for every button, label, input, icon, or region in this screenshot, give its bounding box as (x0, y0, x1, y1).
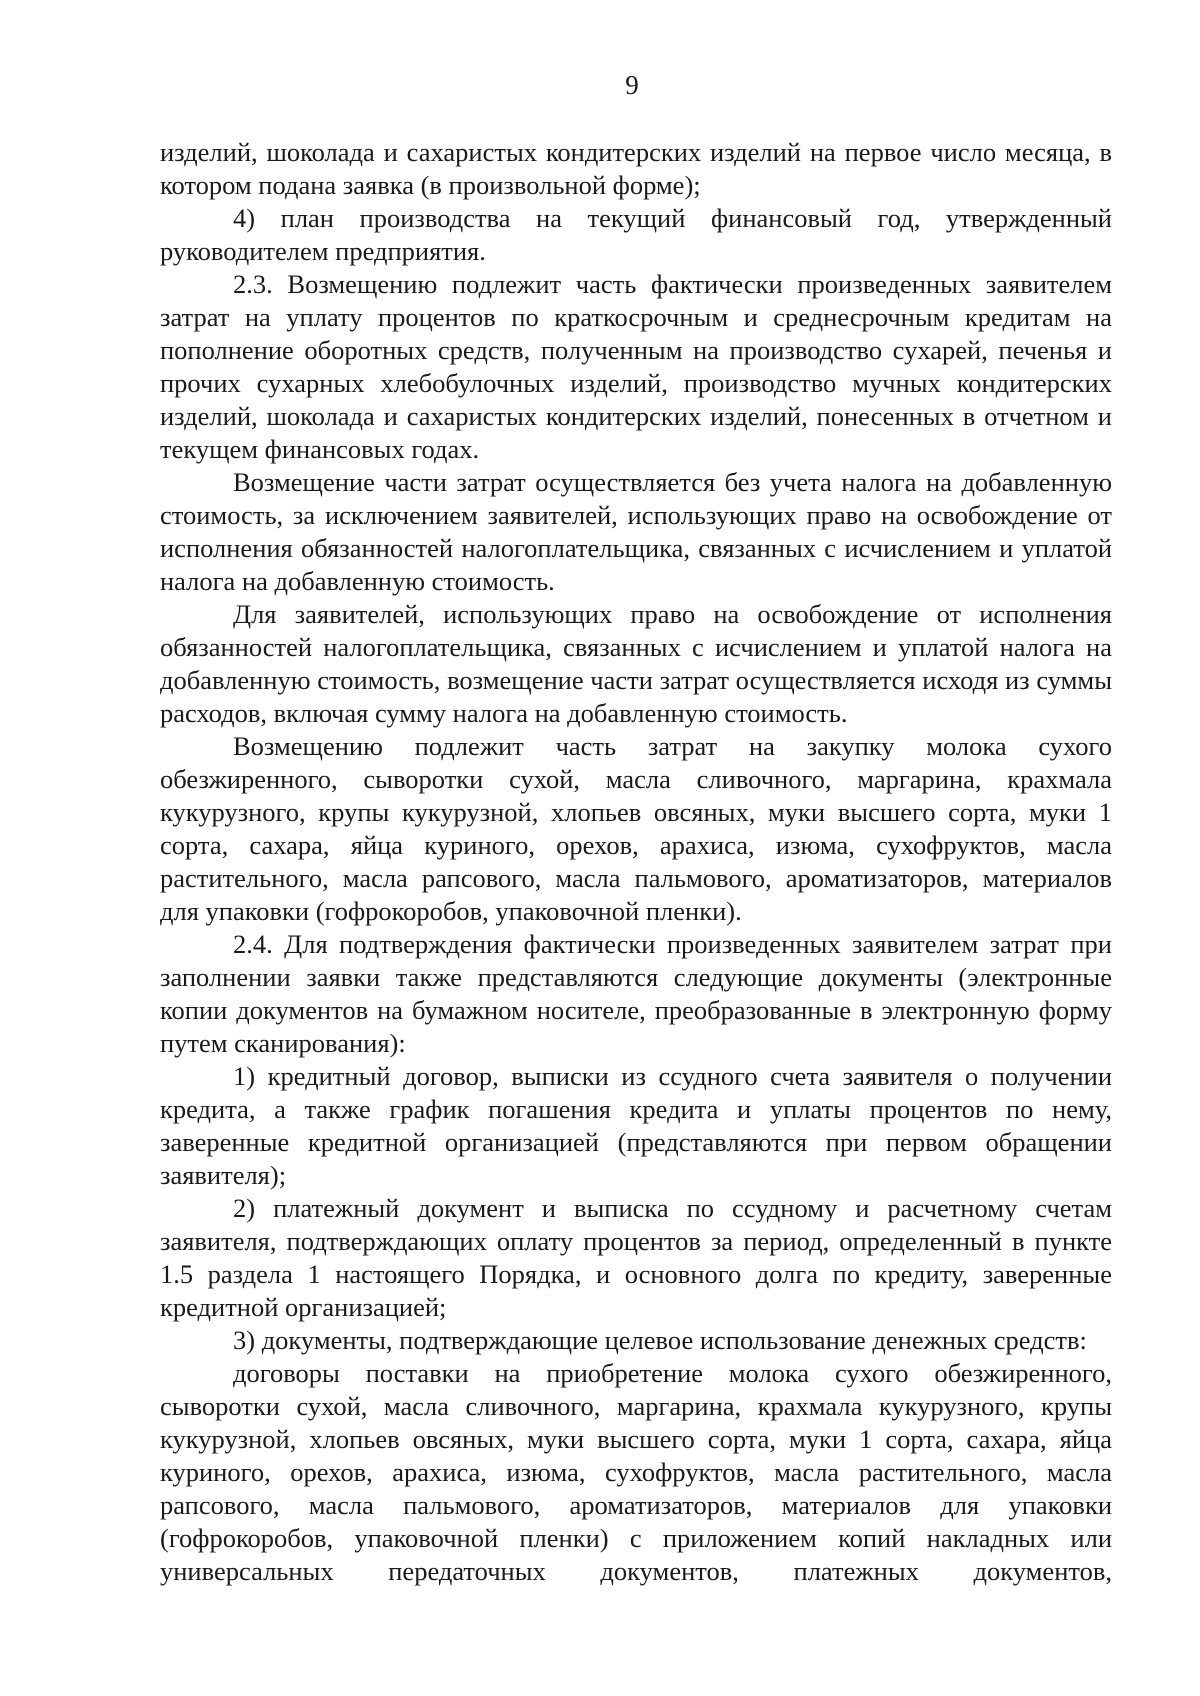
paragraph-item-3-target-use-documents: 3) документы, подтверждающие целевое использование денежных средств: (233, 1325, 1087, 1355)
paragraph-vat-exempt-applicants: Для заявителей, использующих право на освобождение от исполнения обязанностей налогоплательщика, связанных с исчислением и уплатой налога на добавленную стоимость, возмещение части затрат осуществляется исходя из суммы расходов, включая сумму налога на добавленную стоимость. (160, 599, 1112, 728)
paragraph-item-4-production-plan: 4) план производства на текущий финансовый год, утвержденный руководителем предприятия. (160, 203, 1112, 266)
page-number: 9 (625, 70, 639, 100)
document-body (160, 136, 1112, 1588)
paragraph-continuation: изделий, шоколада и сахаристых кондитерских изделий на первое число месяца, в котором подана заявка (в произвольной форме); (160, 137, 1112, 200)
paragraph-supply-contracts: договоры поставки на приобретение молока сухого обезжиренного, сыворотки сухой, масла сливочного, маргарина, крахмала кукурузного, крупы кукурузной, хлопьев овсяных, муки высшего сорта, муки 1 сорта, сахара, яйца куриного, орехов, арахиса, изюма, сухофруктов, масла растительного, масла рапсового, масла пальмового, ароматизаторов, материалов для упаковки (гофрокоробов, упаковочной пленки) с приложением копий накладных или универсальных передаточных документов, платежных документов, (160, 1358, 1112, 1586)
paragraph-vat-exclusion: Возмещение части затрат осуществляется без учета налога на добавленную стоимость, за исключением заявителей, использующих право на освобождение от исполнения обязанностей налогоплательщика, связанных с исчислением и уплатой налога на добавленную стоимость. (160, 467, 1112, 596)
paragraph-2-4: 2.4. Для подтверждения фактически произведенных заявителем затрат при заполнении заявки также представляются следующие документы (электронные копии документов на бумажном носителе, преобразованные в электронную форму путем сканирования): (160, 929, 1112, 1058)
paragraph-reimbursable-purchases: Возмещению подлежит часть затрат на закупку молока сухого обезжиренного, сыворотки сухой, масла сливочного, маргарина, крахмала кукурузного, крупы кукурузной, хлопьев овсяных, муки высшего сорта, муки 1 сорта, сахара, яйца куриного, орехов, арахиса, изюма, сухофруктов, масла растительного, масла рапсового, масла пальмового, ароматизаторов, материалов для упаковки (гофрокоробов, упаковочной пленки). (160, 731, 1112, 926)
paragraph-item-2-payment-document: 2) платежный документ и выписка по ссудному и расчетному счетам заявителя, подтверждающих оплату процентов за период, определенный в пункте 1.5 раздела 1 настоящего Порядка, и основного долга по кредиту, заверенные кредитной организацией; (160, 1193, 1112, 1322)
paragraph-item-1-credit-agreement: 1) кредитный договор, выписки из ссудного счета заявителя о получении кредита, а также график погашения кредита и уплаты процентов по нему, заверенные кредитной организацией (представляются при первом обращении заявителя); (160, 1061, 1112, 1190)
paragraph-2-3: 2.3. Возмещению подлежит часть фактически произведенных заявителем затрат на уплату процентов по краткосрочным и среднесрочным кредитам на пополнение оборотных средств, полученным на производство сухарей, печенья и прочих сухарных хлебобулочных изделий, производство мучных кондитерских изделий, шоколада и сахаристых кондитерских изделий, понесенных в отчетном и текущем финансовых годах. (160, 269, 1112, 464)
